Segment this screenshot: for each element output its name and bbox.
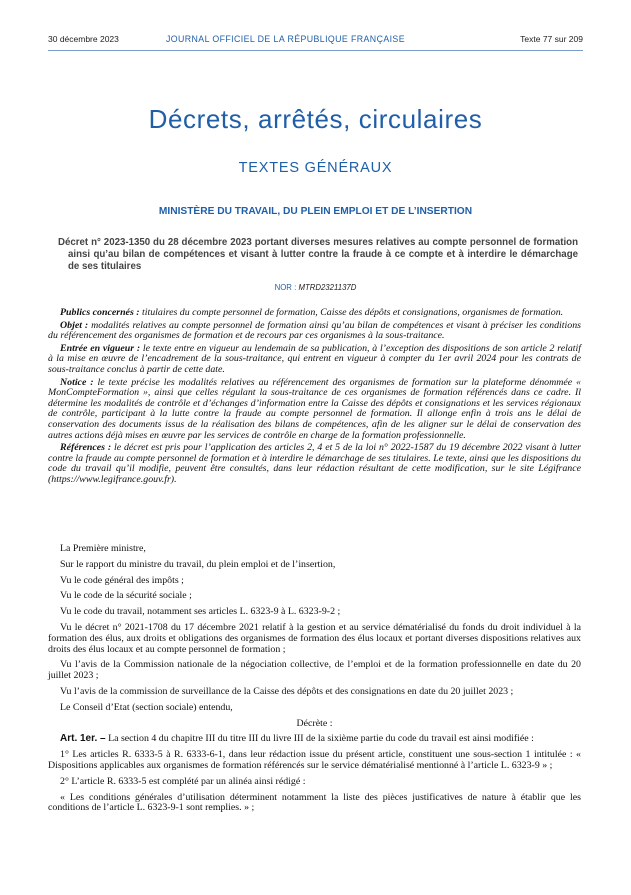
summary-text: le texte entre en vigueur au lendemain de sa publication, à l’exception des dispositions de son article 2 relatif à la mise en œuvre de l’encadrement de la sous-traitance, qui entrent en vigueur à compter du 1er avril 2024 pour les contrats de sous-traitance conclus à partir de cette date. [48, 342, 582, 375]
summary-label: Notice : [60, 376, 94, 388]
summary-label: Entrée en vigueur : [60, 342, 141, 354]
summary-text: le texte précise les modalités relatives au référencement des organismes de formation sur la plateforme dénommée « MonCompteFormation », ainsi que celles régulant la sous-traitance de ces organismes de formation référencés dans ce cadre. Il détermine les modalités de contrôle et d’échanges d’information entre la Caisse des dépôts et consignations et les services régionaux de contrôle, participant à la lutte contre la fraude au compte personnel de formation. Il allonge enfin à trois ans le délai de conservation des documents issus de la réalisation des bilans de compétences, afin de les aligner sur le délai de conservation des autres actions déjà mises en œuvre par les services de contrôle en charge de la formation professionnelle. [48, 376, 581, 441]
decree-summary [48, 308, 581, 488]
visa-line: Vu l’avis de la commission de surveillance de la Caisse des dépôts et des consignations en date du 20 juillet 2023 ; [60, 685, 514, 697]
summary-paragraph [48, 344, 581, 376]
header-page-number: Texte 77 sur 209 [520, 34, 583, 44]
subsection-title: TEXTES GÉNÉRAUX [238, 160, 393, 176]
page-header [48, 34, 583, 48]
article-item: 2° L’article R. 6333-5 est complété par un alinéa ainsi rédigé : [60, 775, 306, 787]
summary-text: le décret est pris pour l’application des articles 2, 4 et 5 de la loi n° 2022-1587 du 19 décembre 2022 visant à lutter contre la fraude au compte personnel de formation et à interdire le démarchage de ses titulaires. Le texte, ainsi que les dispositions du code du travail qu’il modifie, peuvent être consultés, dans leur rédaction résultant de cette modification, sur le site Légifrance (https://www.legifrance.gouv.fr). [48, 442, 582, 485]
article-item: 1° Les articles R. 6333-5 à R. 6333-6-1, dans leur rédaction issue du présent article, constituent une sous-section 1 intitulée : « Dispositions applicables aux organismes de formation référencés sur le service dématérialisé mentionné à l’article L. 6323-9 » ; [48, 749, 581, 771]
header-journal-title: JOURNAL OFFICIEL DE LA RÉPUBLIQUE FRANÇAISE [166, 34, 405, 44]
visa-line: Le Conseil d’Etat (section sociale) entendu, [60, 701, 233, 713]
decree-body [48, 544, 581, 819]
summary-text: titulaires du compte personnel de formation, Caisse des dépôts et consignations, organismes de formation. [142, 307, 564, 318]
summary-label: Références : [60, 442, 112, 454]
nor-label: NOR : [274, 283, 297, 292]
visa-line: Vu le code général des impôts ; [60, 574, 184, 586]
section-title: Décrets, arrêtés, circulaires [148, 104, 483, 134]
header-date: 30 décembre 2023 [48, 34, 119, 44]
nor-reference [0, 283, 631, 292]
summary-paragraph [48, 321, 581, 342]
visa-line: Vu le code de la sécurité sociale ; [60, 590, 192, 602]
decree-title-text: Décret n° 2023-1350 du 28 décembre 2023 portant diverses mesures relatives au compte personnel de formation ainsi qu’au bilan de compétences et visant à lutter contre la fraude à ce compte et à interdire le démarchage de ses titulaires [58, 237, 578, 272]
visa-line: Vu le décret n° 2021-1708 du 17 décembre 2021 relatif à la gestion et au service dématérialisé du fonds du droit individuel à la formation des élus, aux droits et obligations des organismes de formation des élus locaux et portant diverses dispositions relatives aux droits des élus locaux et au compte personnel de formation ; [48, 621, 581, 655]
visa-line: Vu le code du travail, notamment ses articles L. 6323-9 à L. 6323-9-2 ; [60, 606, 341, 618]
article-label: Art. 1er. – [60, 733, 106, 745]
article-text: La section 4 du chapitre III du titre III du livre III de la sixième partie du code du travail est ainsi modifiée : [108, 733, 534, 745]
header-divider [48, 50, 583, 51]
summary-label: Objet : [60, 319, 89, 331]
decree-title [58, 237, 578, 273]
summary-label: Publics concernés : [60, 307, 140, 318]
article-item: « Les conditions générales d’utilisation déterminent notamment la liste des pièces justificatives de nature à établir que les conditions de l’article L. 6323-9-1 sont remplies. » ; [48, 791, 581, 814]
summary-text: modalités relatives au compte personnel de formation ainsi qu’au bilan de compétences et visant à préciser les conditions du référencement des organismes de formation et de recours par ces organismes à la sous-traitance. [48, 319, 582, 342]
article-1 [48, 734, 581, 745]
summary-paragraph [48, 443, 581, 485]
decrete-line: Décrète : [296, 717, 333, 729]
intro-line: La Première ministre, [60, 543, 146, 554]
summary-paragraph [48, 378, 581, 442]
nor-value: MTRD2321137D [298, 283, 357, 292]
ministry-heading: MINISTÈRE DU TRAVAIL, DU PLEIN EMPLOI ET DE L’INSERTION [158, 206, 473, 217]
visa-line: Vu l’avis de la Commission nationale de la négociation collective, de l’emploi et de la formation professionnelle en date du 20 juillet 2023 ; [48, 659, 581, 682]
visa-line: Sur le rapport du ministre du travail, du plein emploi et de l’insertion, [60, 558, 336, 570]
summary-paragraph [48, 308, 581, 319]
